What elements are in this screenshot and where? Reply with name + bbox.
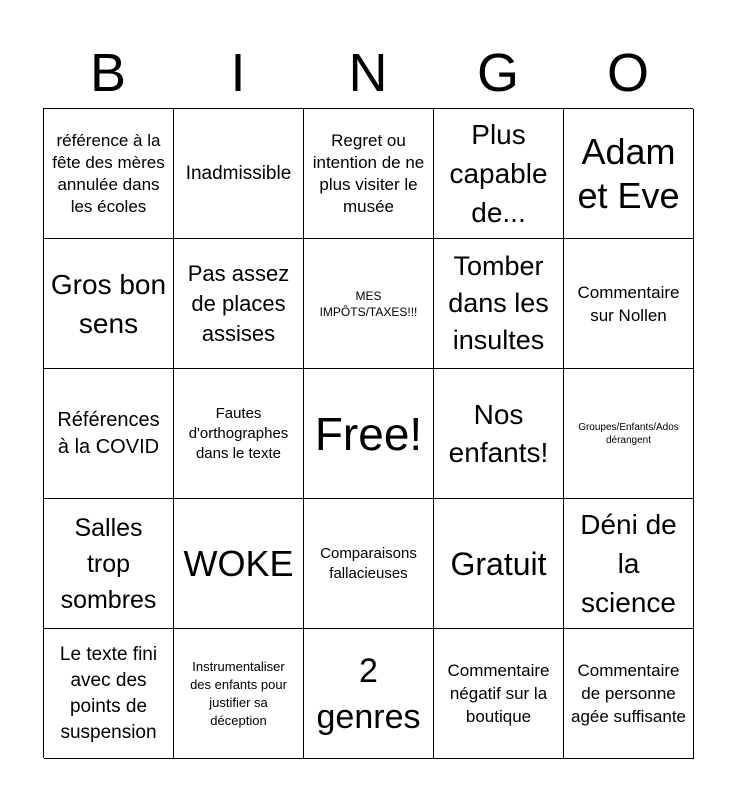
bingo-cell[interactable] — [304, 499, 434, 629]
cell-text: Références à la COVID — [57, 408, 160, 458]
cell-text: Commentaire négatif sur la boutique — [447, 661, 550, 726]
cell-text: Salles trop sombres — [60, 513, 157, 614]
free-space-label: Free! — [314, 407, 423, 460]
cell-text: Instrumentaliser des enfants pour justifier sa déception — [190, 658, 287, 728]
header-letter-g: G — [476, 43, 519, 103]
cell-text: Pas assez de places assises — [187, 260, 290, 346]
cell-text: Nos enfants! — [448, 398, 549, 468]
bingo-cell[interactable] — [434, 239, 564, 369]
bingo-cell[interactable] — [304, 239, 434, 369]
cell-text: Déni de la science — [580, 509, 677, 618]
cell-text: 2 genres — [316, 651, 421, 736]
bingo-cell[interactable] — [564, 109, 694, 239]
bingo-cell[interactable] — [44, 369, 174, 499]
bingo-cell[interactable] — [304, 369, 434, 499]
bingo-header — [43, 38, 693, 108]
cell-text: Tomber dans les insultes — [448, 251, 549, 355]
cell-text: Le texte fini avec des points de suspension — [59, 643, 158, 743]
cell-text: Groupes/Enfants/Ados dérangent — [578, 421, 679, 446]
cell-text: Commentaire sur Nollen — [577, 282, 680, 325]
bingo-cell[interactable] — [564, 369, 694, 499]
cell-text: Gratuit — [450, 545, 547, 582]
cell-text: WOKE — [183, 542, 294, 584]
bingo-cell[interactable] — [44, 109, 174, 239]
bingo-cell[interactable] — [44, 499, 174, 629]
bingo-cell[interactable] — [174, 629, 304, 759]
cell-text: Adam et Eve — [577, 130, 680, 216]
bingo-cell[interactable] — [304, 629, 434, 759]
bingo-cell[interactable] — [564, 499, 694, 629]
bingo-cell[interactable] — [564, 239, 694, 369]
bingo-cell[interactable] — [434, 109, 564, 239]
cell-text: MES IMPÔTS/TAXES!!! — [319, 288, 418, 319]
bingo-board — [43, 108, 693, 758]
bingo-cell[interactable] — [44, 239, 174, 369]
header-letter-n: N — [348, 43, 388, 103]
cell-text: Commentaire de personne agée suffisante — [571, 661, 686, 726]
cell-text: Gros bon sens — [50, 268, 167, 339]
bingo-cell[interactable] — [434, 629, 564, 759]
cell-text: Comparaisons fallacieuses — [320, 544, 417, 582]
bingo-cell[interactable] — [174, 109, 304, 239]
cell-text: Regret ou intention de ne plus visiter le musée — [312, 130, 425, 216]
bingo-cell[interactable] — [434, 499, 564, 629]
bingo-cell[interactable] — [564, 629, 694, 759]
bingo-cell[interactable] — [44, 629, 174, 759]
bingo-cell[interactable] — [304, 109, 434, 239]
cell-text: Inadmissible — [185, 163, 292, 184]
header-letter-o: O — [606, 43, 649, 103]
bingo-cell[interactable] — [434, 369, 564, 499]
bingo-cell[interactable] — [174, 499, 304, 629]
header-letter-i: I — [230, 43, 246, 103]
cell-text: référence à la fête des mères annulée dans les écoles — [52, 130, 165, 216]
cell-text: Fautes d'orthographes dans le texte — [188, 404, 289, 462]
cell-text: Plus capable de... — [449, 119, 548, 228]
bingo-cell[interactable] — [174, 369, 304, 499]
bingo-cell[interactable] — [174, 239, 304, 369]
header-letter-b: B — [89, 43, 127, 103]
